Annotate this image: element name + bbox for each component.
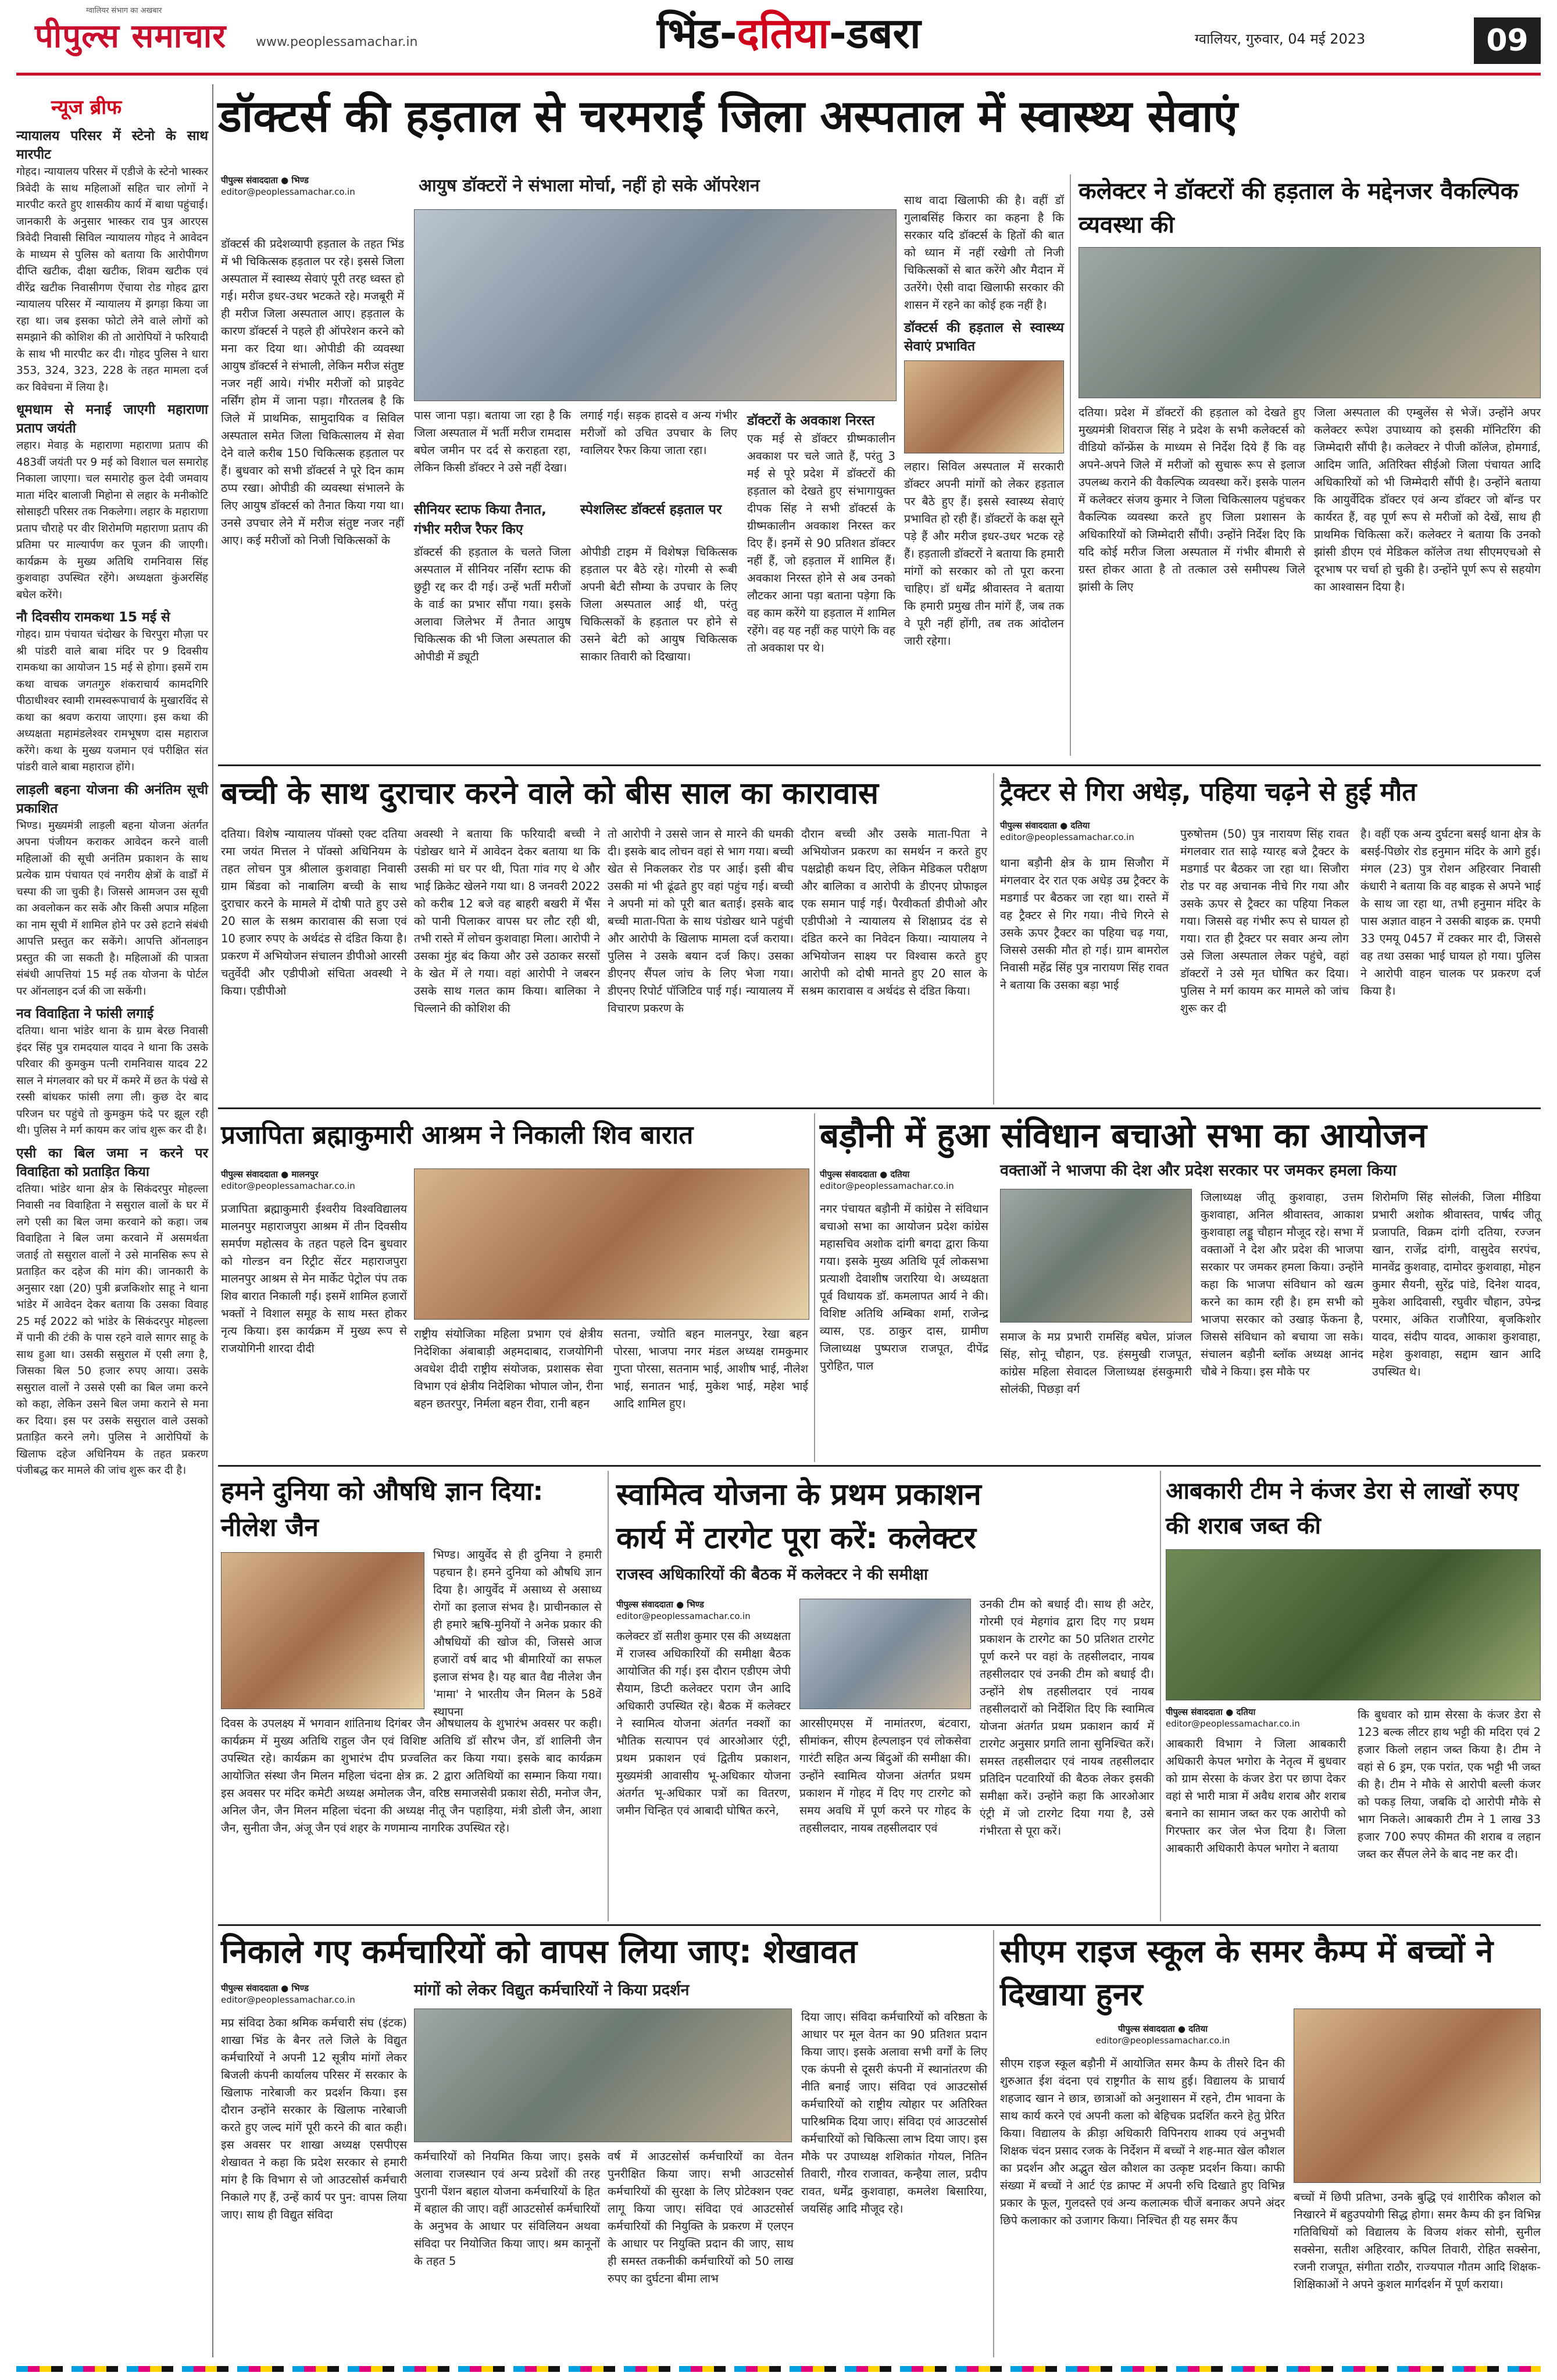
tractor-col-1: थाना बड़ौनी क्षेत्र के ग्राम सिजौरा में मंगलवार देर रात एक अधेड़ उम्र ट्रैक्टर के मडगार्ड पर बैठकर जा रहा था। रास्ते में वह ट्रैक्टर से गिर गया। नीचे गिरने से उसके ऊपर ट्रैक्टर का पहिया चढ़ गया, जिससे उसकी मौत हो गई। ग्राम बामरोल निवासी महेंद्र सिंह पुत्र नारायण सिंह रावत ने बताया कि उसका बड़ा भाई — [1000, 856, 1169, 992]
section-rule-3 — [218, 1465, 1541, 1467]
lead-col4-subhead: डॉक्टरों के अवकाश निरस्त — [747, 413, 875, 428]
tractor-byline-email: editor@peoplessamachar.co.in — [1000, 832, 1134, 842]
brief-item-body: गोहद। ग्राम पंचायत चंदोखर के चिरपुरा मौज़ा पर श्री पांडरी वाले बाबा मंदिर पर 9 दिवसीय रामकथा का आयोजन 15 मई से होगा। इसमें राम कथा वाचक जगतगुरु शंकराचार्य कामदगिरि पीठाधीश्वर स्वामी रामस्वरूपाचार्य के मुखारविंद से कथा का श्रवण कराया जाएगा। इस कथा की अध्यक्षता महामंडलेश्वर रामभूषण दास महाराज करेंगे। कथा के मुख्य यजमान एवं परीक्षित संत पांडरी वाले बाबा महाराज होंगे। — [16, 628, 208, 773]
swamitva-byline-email: editor@peoplessamachar.co.in — [616, 1611, 751, 1621]
section-rule-2 — [218, 1107, 1541, 1109]
brahma-divider — [814, 1113, 815, 1462]
swamitva-byline — [616, 1599, 791, 1622]
section-dabra: -डबरा — [829, 9, 921, 58]
crime-divider — [993, 773, 994, 1105]
swamitva-col-2: आरसीएमएस में नामांतरण, बंटवारा, सीमांकन, सीएम हेल्पलाइन एवं लोकसेवा गारंटी सहित अन्य बिंदुओं की समीक्षा की। उन्होंने स्वामित्व योजना अंतर्गत प्रथम प्रकाशन में गोहद में दिए गए टारगेट को समय अवधि में पूर्ण करने पर गोहद के तहसीलदार, नायब तहसीलदार एवं — [799, 1717, 971, 1835]
cmrise-byline-name: पीपुल्स संवाददाता ● दतिया — [1117, 2024, 1208, 2034]
brief-item-title: एसी का बिल जमा न करने पर विवाहिता को प्रताड़ित किया — [16, 1145, 208, 1180]
abkari-col-2: कि बुधवार को ग्राम सेरसा के कंजर डेरा से 123 बल्क लीटर हाथ भट्टी की मदिरा एवं 2 हजार किलो लहान जब्त किया है। टीम ने वहां से 6 ड्रम, एक परांत, एक भट्टी भी जब्त की है। टीम ने मौके से आरोपी बल्ली कंजर को पकड़ लिया, जबकि दो आरोपी मौके से भाग निकले। आबकारी टीम ने 1 लाख 33 हजार 700 रुपए कीमत की शराब व लहान जब्त कर सैंपल लेने के बाद नष्ट कर दी। — [1358, 1708, 1541, 1861]
tractor-byline-name: पीपुल्स संवाददाता ● दतिया — [1000, 820, 1090, 831]
collector-headline: कलेक्टर ने डॉक्टरों की हड़ताल के मद्देनजर वैकल्पिक व्यवस्था की — [1079, 178, 1519, 238]
masthead-rule — [16, 73, 1541, 76]
brief-item — [16, 401, 208, 603]
swamitva-col-3: उनकी टीम को बधाई दी। साथ ही अटेर, गोरमी एवं मेहगांव द्वारा दिए गए प्रथम प्रकाशन के टारगेट का 50 प्रतिशत टारगेट पूर्ण करने पर वहां के तहसीलदार, नायब तहसीलदार एवं उनकी टीम को बधाई दी। उन्होंने शेष तहसीलदार एवं नायब तहसीलदारों को निर्देशित दिए कि स्वामित्व योजना अंतर्गत प्रथम प्रकाशन कार्य में टारगेट अनुसार प्रगति लाना सुनिश्चित करें। समस्त तहसीलदार एवं नायब तहसीलदार प्रतिदिन पटवारियों की बैठक लेकर इसकी समीक्षा करें। उन्होंने कहा कि आरओआर एंट्री में जो टारगेट दिया गया है, उसे गंभीरता से पूरा करें। — [980, 1598, 1154, 1838]
swamitva-divider — [1160, 1471, 1161, 1921]
collector-photo — [1079, 247, 1541, 398]
shekhawat-subhead: मांगों को लेकर विद्युत कर्मचारियों ने किया प्रदर्शन — [414, 1981, 690, 1999]
lead-hospital-photo — [414, 209, 897, 401]
lead-byline — [221, 174, 407, 198]
jain-divider — [608, 1471, 609, 1921]
lead-col-1: डॉक्टर्स की प्रदेशव्यापी हड़ताल के तहत भिंड में भी चिकित्सक हड़ताल पर रहे। इससे जिला अस्पताल में स्वास्थ्य सेवाएं पूरी तरह ध्वस्त हो गई। मरीज इधर-उधर भटकते रहे। मजबूरी में ही मरीज जिला अस्पताल आए। हड़ताल के कारण डॉक्टर्स ने पहले ही ऑपरेशन करने को मना कर दिया था। ओपीडी की व्यवस्था आयुष डॉक्टर्स ने संभाली, लेकिन मरीज संतुष्ट नजर नहीं आये। गंभीर मरीजों को प्राइवेट नर्सिंग होम में जाना पड़ा। गौरतलब है कि जिले में प्राथमिक, सामुदायिक व सिविल अस्पताल समेत जिला चिकित्सालय में सेवा देने वाले करीब 150 चिकित्सक हड़ताल पर हैं। बुधवार को सभी डॉक्टर्स ने पूरे दिन काम ठप्प रखा। ओपीडी की व्यवस्था संभालने के लिए आयुष डॉक्टर्स को तैनात किया गया था। उनसे उपचार लेने में मरीज संतुष्ट नजर नहीं आए। कई मरीजों को निजी चिकित्सकों के — [221, 237, 404, 547]
protest-photo — [414, 2009, 792, 2142]
sabha-photo — [1000, 1189, 1192, 1323]
brahma-byline — [221, 1168, 413, 1192]
summer-camp-photo — [1294, 2009, 1541, 2183]
shekhawat-divider — [993, 1930, 994, 2357]
jain-milan-photo — [221, 1552, 424, 1709]
section-bhind: भिंड- — [657, 9, 737, 58]
tractor-headline: ट्रैक्टर से गिरा अधेड़, पहिया चढ़ने से हुई मौत — [1000, 777, 1417, 807]
shekhawat-byline — [221, 1982, 407, 2006]
brahma-col-3: सतना, ज्योति बहन मालनपुर, रेखा बहन पोरसा, भाजपा नगर मंडल अध्यक्ष रामकुमार गुप्ता पोरसा, सतनाम भाई, आशीष भाई, नीलेश भाई, सनातन भाई, मुकेश भाई, महेश भाई आदि शामिल हुए। — [613, 1327, 808, 1410]
lead-subhead-staff: सीनियर स्टाफ किया तैनात, गंभीर मरीज रैफर किए — [414, 502, 547, 537]
section-datia: दतिया — [737, 9, 829, 58]
brahma-headline: प्रजापिता ब्रह्माकुमारी आश्रम ने निकाली शिव बारात — [221, 1120, 694, 1150]
abkari-byline-email: editor@peoplessamachar.co.in — [1166, 1718, 1300, 1729]
masthead-tagline: ग्वालियर संभाग का अखबार — [86, 6, 162, 15]
cmrise-byline — [1000, 2023, 1326, 2046]
color-registration-bar — [16, 2366, 1541, 2372]
brief-divider — [212, 84, 213, 2357]
tractor-byline — [1000, 820, 1169, 843]
sabha-col-4: शिरोमणि सिंह सोलंकी, जिला मीडिया प्रभारी अशोक श्रीवास्तव, पार्षद जीतू प्रजापति, विक्रम दांगी दतिया, रज्जन खान, राजेंद्र दांगी, वासुदेव सरपंच, मानवेंद्र कुशवाह, दामोदर कुशवाहा, मोहन कुमार सैयनी, सुरेंद्र पांडे, दिनेश यादव, मुकेश आदिवासी, रघुवीर चौहान, उपेन्द्र परमार, अंकित राजौरिया, बृजकिशोर यादव, संदीप यादव, आकाश कुशवाहा, महेश कुशवाहा, सद्दाम खान आदि उपस्थित थे। — [1372, 1191, 1541, 1378]
abkari-col-1: आबकारी विभाग ने जिला आबकारी अधिकारी केपल भगोरा के नेतृत्व में बुधवार को ग्राम सेरसा के कंजर डेरा पर छापा देकर वहां से भारी मात्रा में अवैध शराब और शराब बनाने का सामान जब्त कर एक आरोपी को गिरफ्तार कर जेल भेज दिया है। जिला आबकारी अधिकारी केपल भगोरा ने बताया — [1166, 1737, 1346, 1855]
crime-col-3: तो आरोपी ने उससे जान से मारने की धमकी दी। इसके बाद लोचन वहां से भाग गया। बच्ची खेत से निकलकर रोड पर आई। इसी बीच उसकी मां भी ढूंढते हुए वहां पहुंच गई। बच्ची ने अपनी मां को पूरी बात बताई। इसके बाद बच्ची माता-पिता के साथ पंडोखर थाने पहुंची और आरोपी के खिलाफ मामला दर्ज कराया। पुलिस ने उसके बयान दर्ज किए। उसका डीएनए सैंपल जांच के लिए भेजा गया। डीएनए रिपोर्ट पॉजिटिव पाई गई। न्यायालय में विचारण प्रकरण के — [608, 827, 794, 1015]
sabha-col-2: समाज के मप्र प्रभारी रामसिंह बघेल, प्रांजल सिंह, सोनू चौहान, एड. हंसमुखी राजपूत, कांग्रेस महिला सेवादल जिलाध्यक्ष हंसकुमारी सोलंकी, पिछड़ा वर्ग — [1000, 1330, 1192, 1396]
crime-headline: बच्ची के साथ दुराचार करने वाले को बीस साल का कारावास — [221, 776, 879, 811]
lead-col5b-text: लहार। सिविल अस्पताल में सरकारी डॉक्टर अपनी मांगों को लेकर हड़ताल पर बैठे हुए हैं। इससे स्वास्थ्य सेवाएं प्रभावित हो रही हैं। डॉक्टरों के कक्ष सूने पड़े हैं और मरीज इधर-उधर भटक रहे हैं। हड़ताली डॉक्टरों ने बताया कि हमारी मांगों को सरकार को तो पूरा करना चाहिए। डॉ धर्मेंद्र श्रीवास्तव ने बताया कि हमारी प्रमुख तीन मांगें हैं, जब तक वे पूरी नहीं होंगी, तब तक आंदोलन जारी रहेगा। — [904, 460, 1064, 648]
brahma-byline-email: editor@peoplessamachar.co.in — [221, 1181, 355, 1191]
sabha-byline-name: पीपुल्स संवाददाता ● दतिया — [820, 1169, 910, 1180]
shekhawat-byline-name: पीपुल्स संवाददाता ● भिण्ड — [221, 1983, 309, 1993]
lead-headline: डॉक्टर्स की हड़ताल से चरमराईं जिला अस्पताल में स्वास्थ्य सेवाएं — [218, 90, 1238, 142]
sabha-subhead: वक्ताओं ने भाजपा की देश और प्रदेश सरकार पर जमकर हमला किया — [1000, 1162, 1397, 1180]
jain-col-2: दिवस के उपलक्ष्य में भगवान शांतिनाथ दिगंबर जैन औषधालय के शुभारंभ अवसर पर कही। कार्यक्रम में मुख्य अतिथि राहुल जैन एवं विशिष्ट अतिथि डॉ सौरभ जैन, डॉ शालिनी जैन उपस्थित रहे। कार्यक्रम का शुभारंभ दीप प्रज्वलित कर किया गया। इसके बाद कार्यक्रम आयोजित संस्था जैन मिलन महिला चंदना क्षेत्र क्र. 2 द्वारा अतिथियों का सम्मान किया गया। इस अवसर पर मंदिर कमेटी अध्यक्ष अमोलक जैन, वरिष्ठ समाजसेवी प्रकाश सेठी, मनोज जैन, अनिल जैन, जैन मिलन महिला चंदना की अध्यक्ष नीतू जैन पहाड़िया, मंत्री डोली जैन, आशा जैन, सुनीता जैन, अंजू जैन एवं शहर के गणमान्य नागरिक उपस्थित रहे। — [221, 1717, 602, 1835]
masthead-logo: पीपुल्स समाचार — [35, 17, 227, 55]
jain-headline: हमने दुनिया को औषधि ज्ञान दिया: नीलेश जैन — [221, 1477, 544, 1542]
cmrise-headline: सीएम राइज स्कूल के समर कैम्प में बच्चों ने दिखाया हुनर — [1000, 1933, 1494, 2013]
swamitva-byline-name: पीपुल्स संवाददाता ● भिण्ड — [616, 1599, 704, 1610]
jain-col-1: भिण्ड। आयुर्वेद से ही दुनिया ने हमारी पहचान है। हमने दुनिया को औषधि ज्ञान दिया है। आयुर्वेद में असाध्य से असाध्य रोगों का इलाज संभव है। प्राचीनकाल से ही हमारे ऋषि-मुनियों ने अनेक प्रकार की औषधियों की खोज की, जिससे आज हजारों वर्ष बाद भी बीमारियों का सफल इलाज संभव है। यह बात वैद्य नीलेश जैन 'मामा' ने भारतीय जैन मिलन के 58वें स्थापना — [433, 1548, 602, 1718]
swamitva-headline-1: स्वामित्व योजना के प्रथम प्रकाशन — [616, 1477, 981, 1512]
masthead — [0, 0, 1557, 81]
liquor-seizure-photo — [1166, 1549, 1541, 1700]
collector-col-2: जिला अस्पताल की एम्बुलेंस से भेजें। उन्होंने अपर कलेक्टर रूपेश उपाध्याय को इसकी मॉनिटरिंग की जिम्मेदारी सौंपी है। कलेक्टर ने पीजी कॉलेज, होमगार्ड, आदिम जाति, अतिरिक्त सीईओ जिला पंचायत आदि अधिकारियों को भी जिम्मेदारी सौंपी है। उन्होंने बताया कि आयुर्वेदिक डॉक्टर एवं अन्य डॉक्टर जो बॉन्ड पर कार्यरत हैं, वह पूर्ण रूप से मरीजों को देखें, साथ ही प्राथमिक चिकित्सा करें। कलेक्टर ने बताया कि उनको झांसी डीएम एवं मेडिकल कॉलेज तथा सीएमएचओ से दूरभाष पर चर्चा हो चुकी है। उन्होंने पूर्ण रूप से सहयोग का आश्वासन दिया है। — [1314, 406, 1541, 594]
cmrise-col-1: सीएम राइज स्कूल बड़ौनी में आयोजित समर कैम्प के तीसरे दिन की शुरुआत ईश वंदना एवं राष्ट्रगीत के साथ हुई। विद्यालय के प्राचार्य शहजाद खान ने छात्र, छात्राओं को अनुशासन में रहने, टीम भावना के साथ कार्य करने एवं अपनी कला को बेहिचक प्रदर्शित करने हेतु प्रेरित किया। विद्यालय के क्रीड़ा अधिकारी विपिनराय शाक्य एवं अनुभवी शिक्षक चंदन प्रसाद रजक के निर्देशन में बच्चों ने शह-मात खेल कौशल का प्रदर्शन और अद्भुत खेल कौशल का उत्कृष्ट प्रदर्शन किया। काफी संख्या में बच्चों ने आर्ट एंड क्राफ्ट में अपनी रुचि दिखाते हुए विभिन्न प्रकार के फूल, गुलदस्ते एवं अन्य कलात्मक चीजें बनाकर अपने अंदर छिपे कलाकार को उजागर किया। निश्चित ही यह समर कैंप — [1000, 2057, 1285, 2227]
shekhawat-byline-email: editor@peoplessamachar.co.in — [221, 1995, 355, 2005]
lead-byline-email: editor@peoplessamachar.co.in — [221, 187, 355, 197]
brief-item-body: गोहद। न्यायालय परिसर में एडीजे के स्टेनो भास्कर त्रिवेदी के साथ महिलाओं सहित चार लोगों ने मारपीट करते हुए शासकीय कार्य में बाधा पहुंचाई। जानकारी के अनुसार भास्कर राव पुत्र आरएस त्रिवेदी निवासी सिविल न्यायालय गोहद ने आवेदन के माध्यम से पुलिस को बताया कि आरोपीगण दीप्ति खटीक, दीक्षा खटीक, शिवम खटीक एवं वीरेंद्र खटीक निवासीगण ऐंचाया रोड गोहद द्वारा न्यायालय परिसर में न्यायालय में झगड़ा किया जा रहा था। जब इसका फोटो लेने वाले लोगों को समझाने की कोशिश की तो आरोपियों ने फरियादी के साथ भी मारपीट कर दी। गोहद पुलिस ने धारा 353, 324, 323, 228 के तहत मामला दर्ज कर विवेचना में लिया है। — [16, 166, 208, 394]
cmrise-col-2: बच्चों में छिपी प्रतिभा, उनके बुद्धि एवं शारीरिक कौशल को निखारने में बहुउपयोगी सिद्ध होगा। समर कैम्प की इन विभिन्न गतिविधियों को विद्यालय के विजय शंकर सोनी, सुनील सक्सेना, सतीश अहिरवार, कपिल तिवारी, रोहित सक्सेना, रजनी राजपूत, संगीता राठौर, राज्यपाल गौतम आदि शिक्षक-शिक्षिकाओं ने अपने कुशल मार्गदर्शन में पूर्ण कराया। — [1294, 2190, 1541, 2291]
tractor-col-2: पुरुषोत्तम (50) पुत्र नारायण सिंह रावत मंगलवार रात साढ़े ग्यारह बजे ट्रैक्टर के मडगार्ड पर बैठकर जा रहा था। सिजौरा रोड पर वह अचानक नीचे गिर गया और उसके ऊपर से ट्रैक्टर का पहिया निकल गया। जिससे वह गंभीर रूप से घायल हो गया। रात ही ट्रैक्टर पर सवार अन्य लोग उसे जिला अस्पताल लेकर पहुंचे, वहां डॉक्टरों ने उसे मृत घोषित कर दिया। पुलिस ने मर्ग कायम कर मामले को जांच शुरू कर दी — [1180, 827, 1349, 1015]
brief-item-body: दतिया। थाना भांडेर थाना के ग्राम बेरछ निवासी इंदर सिंह पुत्र रामदयाल यादव ने थाना कि उसके परिवार की कुमकुम पत्नी रामनिवास यादव 22 साल ने मंगलवार को घर में कमरे में छत के पंखे से रस्सी बांधकर फांसी लगा ली। कुछ देर बाद परिजन घर पहुंचे तो कुमकुम फंदे पर झूल रही थी। पुलिस ने मर्ग कायम कर जांच शुरू कर दी है। — [16, 1025, 208, 1137]
brief-item — [16, 1144, 208, 1480]
abkari-headline: आबकारी टीम ने कंजर डेरा से लाखों रुपए की शराब जब्त की — [1166, 1478, 1519, 1539]
swamitva-subhead: राजस्व अधिकारियों की बैठक में कलेक्टर ने की समीक्षा — [616, 1566, 929, 1584]
masthead-url[interactable]: www.peoplessamachar.in — [256, 35, 418, 49]
lead-col5-text: साथ वादा खिलाफी की है। वहीं डॉ गुलाबसिंह किरार का कहना है कि सरकार यदि डॉक्टर्स के हितों की बात को ध्यान में नहीं रखेगी तो निजी चिकित्सकों से बात करेंगे और मैदान में उतरेंगे। ऐसी वादा खिलाफी सरकार की शासन में रहने का कोई हक नहीं है। — [904, 194, 1064, 312]
brief-item-title: धूमधाम से मनाई जाएगी महाराणा प्रताप जयंती — [16, 402, 208, 436]
brief-item — [16, 127, 208, 396]
section-rule-4 — [218, 1924, 1541, 1926]
brief-item-title: न्यायालय परिसर में स्टेनो के साथ मारपीट — [16, 128, 208, 162]
lead-subhead-specialist: स्पेशलिस्ट डॉक्टर्स हड़ताल पर — [580, 502, 722, 517]
masthead-dateline: ग्वालियर, गुरुवार, 04 मई 2023 — [1195, 31, 1366, 47]
page-number: 09 — [1474, 17, 1541, 64]
swamitva-headline-2: कार्य में टारगेट पूरा करें: कलेक्टर — [616, 1521, 976, 1556]
lead-col5-subhead: डॉक्टर्स की हड़ताल से स्वास्थ्य सेवाएं प्रभावित — [904, 320, 1064, 354]
brief-item-body: दतिया। भांडेर थाना क्षेत्र के सिकंदरपुर मोहल्ला निवासी नव विवाहिता ने ससुराल वालों के घर में लगे एसी का बिल जमा करवाने को कहा। जब विवाहिता ने बिल जमा करवाने में असमर्थता जताई तो ससुराल वालों ने उसे मानसिक रूप से प्रताड़ित कर दहेज की मांग की। जानकारी के अनुसार रक्षा (20) पुत्री ब्रजकिशोर साहू ने थाना भांडेर में आवेदन देकर बताया कि उसका विवाह 25 मई 2022 को भांडेर के सिकंदरपुर मोहल्ला में पानी की टंकी के पास रहने वाले सागर साहू के साथ हुआ था। उसकी ससुराल में एसी लगा है, जिसका बिल 50 हजार रुपए आया। उसके ससुराल वालों ने उससे एसी का बिल जमा करने को कहा, लेकिन उसने बिल जमा कराने से मना कर दिया। इस पर उसके ससुराल वाले उसको प्रताड़ित करने लगे। पुलिस ने आरोपियों के खिलाफ दहेज अधिनियम के तहत प्रकरण पंजीबद्ध कर मामले की जांच शुरू कर दी है। — [16, 1182, 208, 1477]
shekhawat-col-4: दिया जाए। संविदा कर्मचारियों को वरिष्ठता के आधार पर मूल वेतन का 90 प्रतिशत प्रदान किया जाए। इसके अलावा सभी वर्गों के लिए एक कंपनी से दूसरी कंपनी में स्थानांतरण की नीति बनाई जाए। संविदा एवं आउटसोर्स कर्मचारियों को राष्ट्रीय त्योहार पर अतिरिक्त पारिश्रमिक दिया जाए। संविदा एवं आउटसोर्स कर्मचारियों को चिकित्सा लाभ दिया जाए। इस मौके पर उपाध्यक्ष शशिकांत गोयल, नितिन तिवारी, गौरव राजावत, कन्हैया लाल, प्रदीप रावत, धर्मेंद्र कुशवाहा, कमलेश बिसारिया, जयसिंह आदि मौजूद रहे। — [801, 2010, 987, 2215]
sabha-byline-email: editor@peoplessamachar.co.in — [820, 1181, 954, 1191]
lead-photo-caption: आयुष डॉक्टरों ने संभाला मोर्चा, नहीं हो सके ऑपरेशन — [419, 176, 760, 196]
news-brief-label: न्यूज ब्रीफ — [51, 96, 122, 119]
brief-item — [16, 608, 208, 776]
brahma-col-1: प्रजापिता ब्रह्माकुमारी ईश्वरीय विश्वविद्यालय मालनपुर महाराजपुरा आश्रम में तीन दिवसीय समर्पण महोत्सव के तहत पहले दिन बुधवार को गोल्डन वन रिट्रीट सेंटर महाराजपुरा मालनपुर आश्रम से मेन मार्केट पेट्रोल पंप तक शिव बारात निकाली गई। इसमें शामिल हजारों भक्तों ने विशाल समूह के साथ मस्त होकर नृत्य किया। इस कार्यक्रम में मुख्य रूप से राजयोगिनी शारदा दीदी — [221, 1202, 407, 1355]
lead-col-3b: ओपीडी टाइम में विशेषज्ञ चिकित्सक हड़ताल पर बैठे रहे। गोरमी से रूबी अपनी बेटी सौम्या के उपचार के लिए जिला अस्पताल आई थी, परंतु चिकित्सकों के हड़ताल पर होने से उसने बेटी को आयुष चिकित्सक साकार तिवारी को दिखाया। — [580, 545, 737, 663]
swamitva-meeting-photo — [799, 1599, 971, 1709]
brief-item — [16, 1005, 208, 1139]
lahar-doctors-photo — [904, 360, 1064, 453]
shiv-barat-photo — [414, 1168, 809, 1320]
masthead-section — [657, 7, 921, 59]
shekhawat-col-3: वर्ष में आउटसोर्स कर्मचारियों का वेतन पुनरीक्षित किया जाए। सभी आउटसोर्स कर्मचारियों की सुरक्षा के लिए प्रोटेक्शन एक्ट लागू किया जाए। संविदा एवं आउटसोर्स कर्मचारियों की नियुक्ति के प्रकरण में एलएन के आधार पर नियुक्ति प्रदान की जाए, साथ ही समस्त तकनीकी कर्मचारियों को 50 लाख रुपए का दुर्घटना बीमा लाभ — [608, 2150, 794, 2285]
sabha-byline — [820, 1168, 988, 1192]
abkari-byline — [1166, 1706, 1346, 1729]
lead-divider — [1070, 174, 1071, 756]
abkari-byline-name: पीपुल्स संवाददाता ● दतिया — [1166, 1707, 1256, 1717]
lead-col-2b: डॉक्टर्स की हड़ताल के चलते जिला अस्पताल में सीनियर नर्सिंग स्टाफ की छुट्टी रद्द कर दी गई। उन्हें भर्ती मरीजों के वार्ड का प्रभार सौंपा गया। इसके अलावा जिलेभर में तैनात आयुष चिकित्सक की भी जिला अस्पताल की ओपीडी में ड्यूटी — [414, 545, 571, 663]
sabha-headline: बड़ौनी में हुआ संविधान बचाओ सभा का आयोजन — [820, 1116, 1427, 1155]
brahma-byline-name: पीपुल्स संवाददाता ● मालनपुर — [221, 1169, 319, 1180]
brief-item-title: नव विवाहिता ने फांसी लगाई — [16, 1006, 154, 1021]
news-brief-list — [16, 122, 208, 2354]
brief-item-title: नौ दिवसीय रामकथा 15 मई से — [16, 610, 170, 625]
lead-col4-text: एक मई से डॉक्टर ग्रीष्मकालीन अवकाश पर चले जाते हैं, परंतु 3 मई से पूरे प्रदेश में डॉक्टरों की हड़ताल को देखते हुए संभागायुक्त दीपक सिंह ने सभी डॉक्टर्स के ग्रीष्मकालीन अवकाश निरस्त कर दिए हैं। इनमें से 90 प्रतिशत डॉक्टर नहीं हैं, जो हड़ताल में शामिल हैं। अवकाश निरस्त होने से अब उनको लौटकर आना पड़ा बताना पड़ेगा कि वह काम करेंगे या हड़ताल में शामिल रहेंगे। वह यह नहीं कह पाएंगे कि वह तो अवकाश पर थे। — [747, 432, 895, 655]
swamitva-col-1: कलेक्टर डॉ सतीश कुमार एस की अध्यक्षता में राजस्व अधिकारियों की समीक्षा बैठक आयोजित की गई। इस दौरान एडीएम जेपी सैयाम, डिप्टी कलेक्टर पराग जैन आदि अधिकारी उपस्थित रहे। बैठक में कलेक्टर ने स्वामित्व योजना अंतर्गत नक्शों का भौतिक सत्यापन एवं आरओआर एंट्री, प्रथम प्रकाशन एवं द्वितीय प्रकाशन, मुख्यमंत्री आवासीय भू-अधिकार योजना अंतर्गत भू-अधिकार पत्रों का वितरण, जमीन चिन्हित एवं आबादी घोषित करने, — [616, 1629, 791, 1817]
shekhawat-col-1: मप्र संविदा ठेका श्रमिक कर्मचारी संघ (इंटक) शाखा भिंड के बैनर तले जिले के विद्युत कर्मचारियों ने अपनी 12 सूत्रीय मांगों लेकर बिजली कंपनी कार्यालय परिसर में सरकार के खिलाफ नारेबाजी कर प्रदर्शन किया। इस दौरान उन्होंने सरकार के खिलाफ नारेबाजी करते हुए जल्द मांगें पूरी करने की बात कही। इस अवसर पर शाखा अध्यक्ष एसपीएस शेखावत ने कहा कि प्रदेश सरकार से हमारी मांग है कि विभाग से जो आउटसोर्स कर्मचारी निकाले गए हैं, उन्हें कार्य पर पुन: वापस लिया जाए। साथ ही विद्युत संविदा — [221, 2016, 407, 2221]
lead-col-4b — [904, 192, 1064, 759]
shekhawat-headline: निकाले गए कर्मचारियों को वापस लिया जाए: शेखावत — [221, 1933, 858, 1971]
lead-byline-name: पीपुल्स संवाददाता ● भिण्ड — [221, 175, 309, 185]
crime-col-1: दतिया। विशेष न्यायालय पॉक्सो एक्ट दतिया रमा जयंत मित्तल ने पॉक्सो अधिनियम के तहत लोचन पुत्र श्रीलाल कुशवाहा निवासी ग्राम बिंडवा को नाबालिग बच्ची के साथ दुराचार करने के मामले में दोषी पाते हुए उसे 20 साल के सश्रम कारावास की सजा एवं 10 हजार रुपए के अर्थदंड से दंडित किया है। प्रकरण में अभियोजन संचालन डीपीओ आरसी चतुर्वेदी और एडीपीओ संचिता अवस्थी ने किया। एडीपीओ — [221, 827, 407, 998]
sabha-col-3: जिलाध्यक्ष जीतू कुशवाहा, उत्तम कुशवाहा, अनिल श्रीवास्तव, आकाश कुशवाहा लड्डू चौहान मौजूद रहे। सभा में वक्ताओं ने देश और प्रदेश की भाजपा सरकार पर जमकर हमला किया। उन्होंने कहा कि भाजपा संविधान को खत्म करने का काम रही है। हम सभी को भाजपा सरकार को उखाड़ फेंकना है, जिससे संविधान को बचाया जा सके। संचालन बड़ौनी ब्लॉक अध्यक्ष आनंद चौबे ने किया। इस मौके पर — [1201, 1191, 1363, 1378]
brief-item-title: लाड़ली बहना योजना की अनंतिम सूची प्रकाशित — [16, 782, 208, 816]
brahma-col-2: राष्ट्रीय संयोजिका महिला प्रभाग एवं क्षेत्रीय निदेशिका अंबाबाड़ी अहमदाबाद, राजयोगिनी अवधेश दीदी राष्ट्रीय संयोजक, प्रशासक सेवा विभाग एवं क्षेत्रीय निदेशिका भोपाल जोन, रीना बहन छतरपुर, निर्मला बहन रीवा, रानी बहन — [414, 1327, 603, 1410]
lead-col-2: पास जाना पड़ा। बताया जा रहा है कि जिला अस्पताल में भर्ती मरीज रामदास बघेल जमीन पर दर्द से कराहता रहा, लेकिन किसी डॉक्टर ने उसे नहीं देखा। — [414, 409, 571, 474]
brief-item — [16, 781, 208, 1000]
lead-col-3: लगाई गई। सड़क हादसे व अन्य गंभीर मरीजों को उचित उपचार के लिए ग्वालियर रैफर किया जाता रहा। — [580, 409, 737, 457]
brief-item-body: लहार। मेवाड़ के महाराणा महाराणा प्रताप की 483वीं जयंती पर 9 मई को विशाल चल समारोह निकाला जाएगा। चल समारोह कुल देवी जमवाय माता मंदिर बालाजी मिहोना से लहार के मनीकोटि सोसाइटी परिसर तक निकलेगा। लहार के महाराणा प्रताप चौराहे पर वीर शिरोमणि महाराणा प्रताप की प्रतिमा पर माल्यार्पण कर पूजन की जाएगी। कार्यक्रम के मुख्य अतिथि रामनिवास सिंह कुशवाहा उपस्थित रहेंगे। अध्यक्षता कुंअरसिंह बघेल करेंगे। — [16, 439, 208, 601]
cmrise-byline-email: editor@peoplessamachar.co.in — [1095, 2035, 1230, 2046]
crime-col-2: अवस्थी ने बताया कि फरियादी बच्ची ने पंडोखर थाने में आवेदन देकर बताया था कि उसकी मां घर पर थी, पिता गांव गए थे और भाई क्रिकेट खेलने गया था। 8 जनवरी 2022 को करीब 12 बजे वह बाहरी बखरी में भैंस को पानी पिलाकर वापस घर लौट रही थी, तभी रास्ते में लोचन कुशवाहा मिला। आरोपी ने उसका मुंह बंद किया और उसे उठाकर सरसों के खेत में ले गया। वहां आरोपी ने जबरन उसके साथ गलत काम किया। बालिका ने चिल्लाने की कोशिश की — [414, 827, 600, 1015]
lead-col-4 — [747, 407, 895, 759]
brief-item-body: भिण्ड। मुख्यमंत्री लाड़ली बहना योजना अंतर्गत अपना पंजीयन कराकर आवेदन करने वाली महिलाओं की सूची अनंतिम प्रकाशन के साथ प्रत्येक ग्राम पंचायत एवं नगरीय क्षेत्रों के वार्डों में चस्पा की जा चुकी है। जिससे आमजन उस सूची का अवलोकन कर सकें और किसी अपात्र महिला का नाम सूची में शामिल होने पर उसे हटाने संबंधी आपत्ति प्रस्तुत कर सकेंगे। आपत्ति ऑनलाइन प्रस्तुत की जा सकती है। महिलाओं की पात्रता संबंधी आपत्तियां 15 मई तक योजना के पोर्टल पर ऑनलाइन दर्ज की जा सकेंगी। — [16, 819, 208, 998]
news-brief-column — [16, 81, 208, 2360]
tractor-col-3: है। वहीं एक अन्य दुर्घटना बसई थाना क्षेत्र के बसई-पिछोर रोड हनुमान मंदिर के आगे हुई। मंगल (23) पुत्र रोशन अहिरवार निवासी कंधारी ने बताया कि वह बाइक से अपने भाई के साथ जा रहा था, तभी हनुमान मंदिर के पास अज्ञात वाहन ने उसकी बाइक क्र. एमपी 33 एमयू 0457 में टक्कर मार दी, जिससे वह तथा उसका भाई घायल हो गया। पुलिस ने आरोपी वाहन चालक पर प्रकरण दर्ज किया है। — [1360, 827, 1541, 998]
crime-col-4: दौरान बच्ची और उसके माता-पिता ने अभियोजन प्रकरण का समर्थन न करते हुए पक्षद्रोही कथन दिए, लेकिन मेडिकल परीक्षण और बालिका व आरोपी के डीएनए प्रोफाइल एक समान पाई गई। पैरवीकर्ता डीपीओ और एडीपीओ ने न्यायालय से शिक्षाप्रद दंड से दंडित करने का निवेदन किया। न्यायालय ने अभियोजन साक्ष्य पर विश्वास करते हुए आरोपी को दोषी मानते हुए 20 साल के सश्रम कारावास व अर्थदंड से दंडित किया। — [801, 827, 987, 998]
section-rule-1 — [218, 764, 1541, 766]
shekhawat-col-2: कर्मचारियों को नियमित किया जाए। इसके अलावा राजस्थान एवं अन्य प्रदेशों की तरह पुरानी पेंशन बहाल योजना कर्मचारियों के हित में बहाल की जाए। वहीं आउटसोर्स कर्मचारियों के अनुभव के आधार पर संविलियन अथवा संविदा पर नियोजित किया जाए। श्रम कानूनों के तहत 5 — [414, 2150, 600, 2268]
sabha-col-1: नगर पंचायत बड़ौनी में कांग्रेस ने संविधान बचाओ सभा का आयोजन प्रदेश कांग्रेस महासचिव अशोक दांगी बगदा द्वारा किया गया। इसके मुख्य अतिथि पूर्व लोकसभा प्रत्याशी देवाशीष जरारिया थे। अध्यक्षता पूर्व विधायक डॉ. कमलापत आर्य ने की। विशिष्ट अतिथि अम्बिका शर्मा, राजेन्द्र व्यास, एड. ठाकुर दास, ग्रामीण जिलाध्यक्ष पुष्पराज राजपूत, दीपेंद्र पुरोहित, पाल — [820, 1202, 988, 1373]
collector-col-1: दतिया। प्रदेश में डॉक्टरों की हड़ताल को देखते हुए मुख्यमंत्री शिवराज सिंह ने प्रदेश के सभी कलेक्टर्स को वीडियो कॉन्फ्रेंस के माध्यम से निर्देश दिये हैं कि वह अपने-अपने जिले में मरीजों को सुचारू रूप से इलाज उपलब्ध कराने की वैकल्पिक व्यवस्था करें। इसके पालन में कलेक्टर संजय कुमार ने जिला चिकित्सालय पहुंचकर वैकल्पिक व्यवस्था करते हुए जिला प्रशासन के अधिकारियों को जिम्मेदारी सौंपी। उन्होंने निर्देश दिए कि यदि कोई मरीज जिला अस्पताल में गंभीर बीमारी से ग्रस्त होकर आता है तो तत्काल उसे समीपस्थ जिले झांसी के लिए — [1079, 406, 1305, 594]
